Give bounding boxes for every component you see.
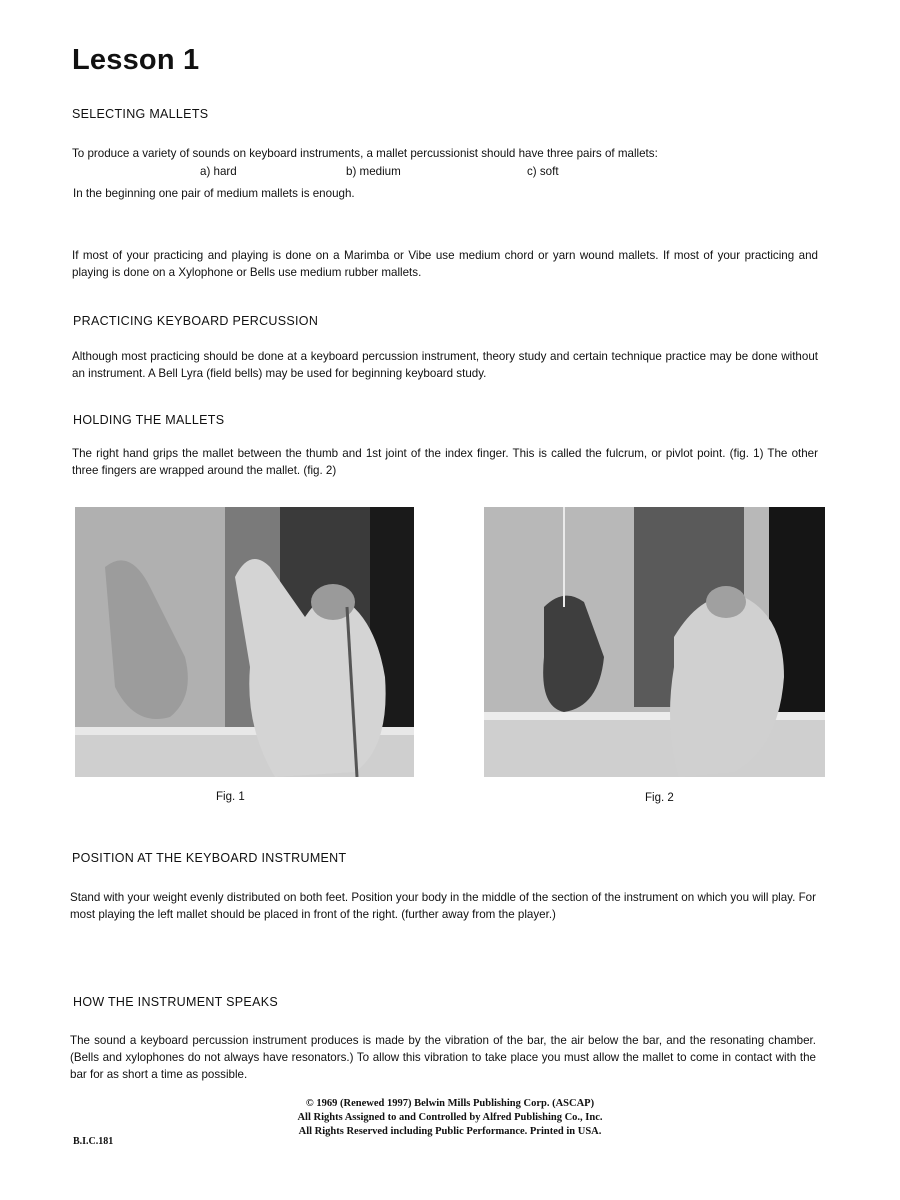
section-heading-holding: HOLDING THE MALLETS xyxy=(73,413,225,427)
section-heading-position: POSITION AT THE KEYBOARD INSTRUMENT xyxy=(72,851,347,865)
holding-paragraph: The right hand grips the mallet between the thumb and 1st joint of the index finger. This is called the fulcrum, or pivlot point. (fig. 1) The other three fingers are wrapped around the mallet. (fig. 2) xyxy=(72,447,818,477)
section-heading-speaks: HOW THE INSTRUMENT SPEAKS xyxy=(73,995,278,1009)
mallet-option-hard: a) hard xyxy=(200,165,237,178)
mallet-option-soft: c) soft xyxy=(527,165,559,178)
catalog-code: B.I.C.181 xyxy=(73,1136,114,1147)
mallet-option-medium: b) medium xyxy=(346,165,401,178)
figure-2-caption: Fig. 2 xyxy=(645,792,674,804)
selecting-mallets-note: In the beginning one pair of medium mallets is enough. xyxy=(73,187,355,200)
figure-1-photo xyxy=(75,507,414,777)
selecting-mallets-paragraph: If most of your practicing and playing is done on a Marimba or Vibe use medium chord or yarn wound mallets. If most of your practicing and playing is done on a Xylophone or Bells use medium rubber mallets. xyxy=(72,249,818,279)
figure-2-photo xyxy=(484,507,825,777)
practicing-paragraph: Although most practicing should be done at a keyboard percussion instrument, theory study and certain technique practice may be done without an instrument. A Bell Lyra (field bells) may be used for beginning keyboard study. xyxy=(72,350,818,380)
section-heading-practicing: PRACTICING KEYBOARD PERCUSSION xyxy=(73,314,319,328)
figure-1-caption: Fig. 1 xyxy=(216,791,245,803)
copyright-line-3: All Rights Reserved including Public Performance. Printed in USA. xyxy=(298,1126,602,1137)
section-heading-selecting-mallets: SELECTING MALLETS xyxy=(72,107,209,121)
selecting-mallets-intro: To produce a variety of sounds on keyboard instruments, a mallet percussionist should have three pairs of mallets: xyxy=(72,147,658,160)
position-paragraph: Stand with your weight evenly distributed on both feet. Position your body in the middle of the section of the instrument on which you will play. For most playing the left mallet should be placed in front of the right. (further away from the player.) xyxy=(70,891,816,921)
copyright-line-1: © 1969 (Renewed 1997) Belwin Mills Publishing Corp. (ASCAP) xyxy=(305,1098,595,1109)
page-title: Lesson 1 xyxy=(72,44,200,76)
figure-1-illustration xyxy=(75,507,414,777)
figure-2-illustration xyxy=(484,507,825,777)
copyright-line-2: All Rights Assigned to and Controlled by Alfred Publishing Co., Inc. xyxy=(297,1112,603,1123)
speaks-paragraph: The sound a keyboard percussion instrument produces is made by the vibration of the bar, the air below the bar, and the resonating chamber. (Bells and xylophones do not always have resonators.) To allow this vibration to take place you must allow the mallet to come in contact with the bar for as short a time as possible. xyxy=(70,1034,816,1081)
